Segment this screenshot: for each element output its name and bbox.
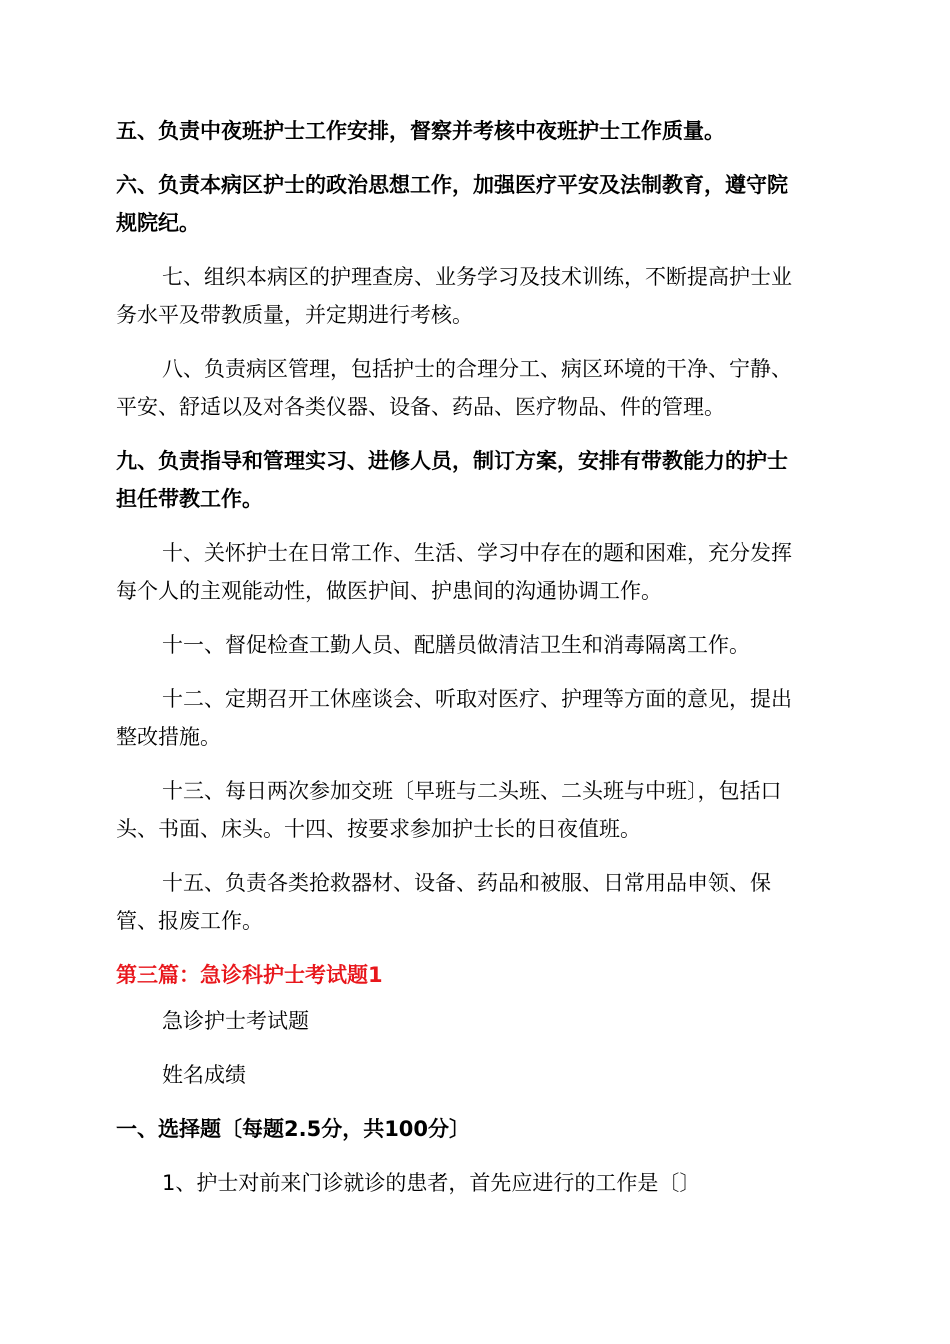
name-score-line <box>116 1056 836 1094</box>
paragraph-7 <box>116 258 836 334</box>
text-line: 务水平及带教质量，并定期进行考核。 <box>116 303 473 327</box>
question-1 <box>116 1164 836 1202</box>
paragraph-8 <box>116 350 836 426</box>
section-heading <box>116 956 836 994</box>
text-line: 十五、负责各类抢救器材、设备、药品和被服、日常用品申领、保 <box>162 871 771 895</box>
text-line: 平安、舒适以及对各类仪器、设备、药品、医疗物品、件的管理。 <box>116 395 725 419</box>
question-section-text: 一、选择题〔每题2.5分，共100分〕 <box>116 1117 471 1141</box>
text-line: 十、关怀护士在日常工作、生活、学习中存在的题和困难，充分发挥 <box>162 541 792 565</box>
text-line: 整改措施。 <box>116 725 221 749</box>
exam-title-text: 急诊护士考试题 <box>162 1009 309 1033</box>
question-section-heading <box>116 1110 836 1148</box>
text-line: 管、报废工作。 <box>116 909 263 933</box>
paragraph-11 <box>116 626 836 664</box>
text-line: 规院纪。 <box>116 211 200 235</box>
name-score-text: 姓名成绩 <box>162 1063 246 1087</box>
question-1-text: 1、护士对前来门诊就诊的患者，首先应进行的工作是〔〕 <box>162 1171 701 1195</box>
text-line: 十二、定期召开工休座谈会、听取对医疗、护理等方面的意见，提出 <box>162 687 792 711</box>
text-line: 八、负责病区管理，包括护士的合理分工、病区环境的干净、宁静、 <box>162 357 792 381</box>
paragraph-12 <box>116 680 836 756</box>
paragraph-5 <box>116 112 836 150</box>
text-line: 每个人的主观能动性，做医护间、护患间的沟通协调工作。 <box>116 579 662 603</box>
exam-title <box>116 1002 836 1040</box>
section-heading-text: 第三篇：急诊科护士考试题1 <box>116 963 383 987</box>
paragraph-10 <box>116 534 836 610</box>
paragraph-9 <box>116 442 836 518</box>
text-line: 七、组织本病区的护理查房、业务学习及技术训练，不断提高护士业 <box>162 265 792 289</box>
text-line: 六、负责本病区护士的政治思想工作，加强医疗平安及法制教育，遵守院 <box>116 173 788 197</box>
paragraph-15 <box>116 864 836 940</box>
text-line: 九、负责指导和管理实习、进修人员，制订方案，安排有带教能力的护士 <box>116 449 788 473</box>
paragraph-13 <box>116 772 836 848</box>
text-line: 十一、督促检查工勤人员、配膳员做清洁卫生和消毒隔离工作。 <box>162 633 750 657</box>
text-line: 担任带教工作。 <box>116 487 263 511</box>
text-line: 五、负责中夜班护士工作安排，督察并考核中夜班护士工作质量。 <box>116 119 725 143</box>
text-line: 头、书面、床头。十四、按要求参加护士长的日夜值班。 <box>116 817 641 841</box>
paragraph-6 <box>116 166 836 242</box>
text-line: 十三、每日两次参加交班〔早班与二头班、二头班与中班〕，包括口 <box>162 779 782 803</box>
